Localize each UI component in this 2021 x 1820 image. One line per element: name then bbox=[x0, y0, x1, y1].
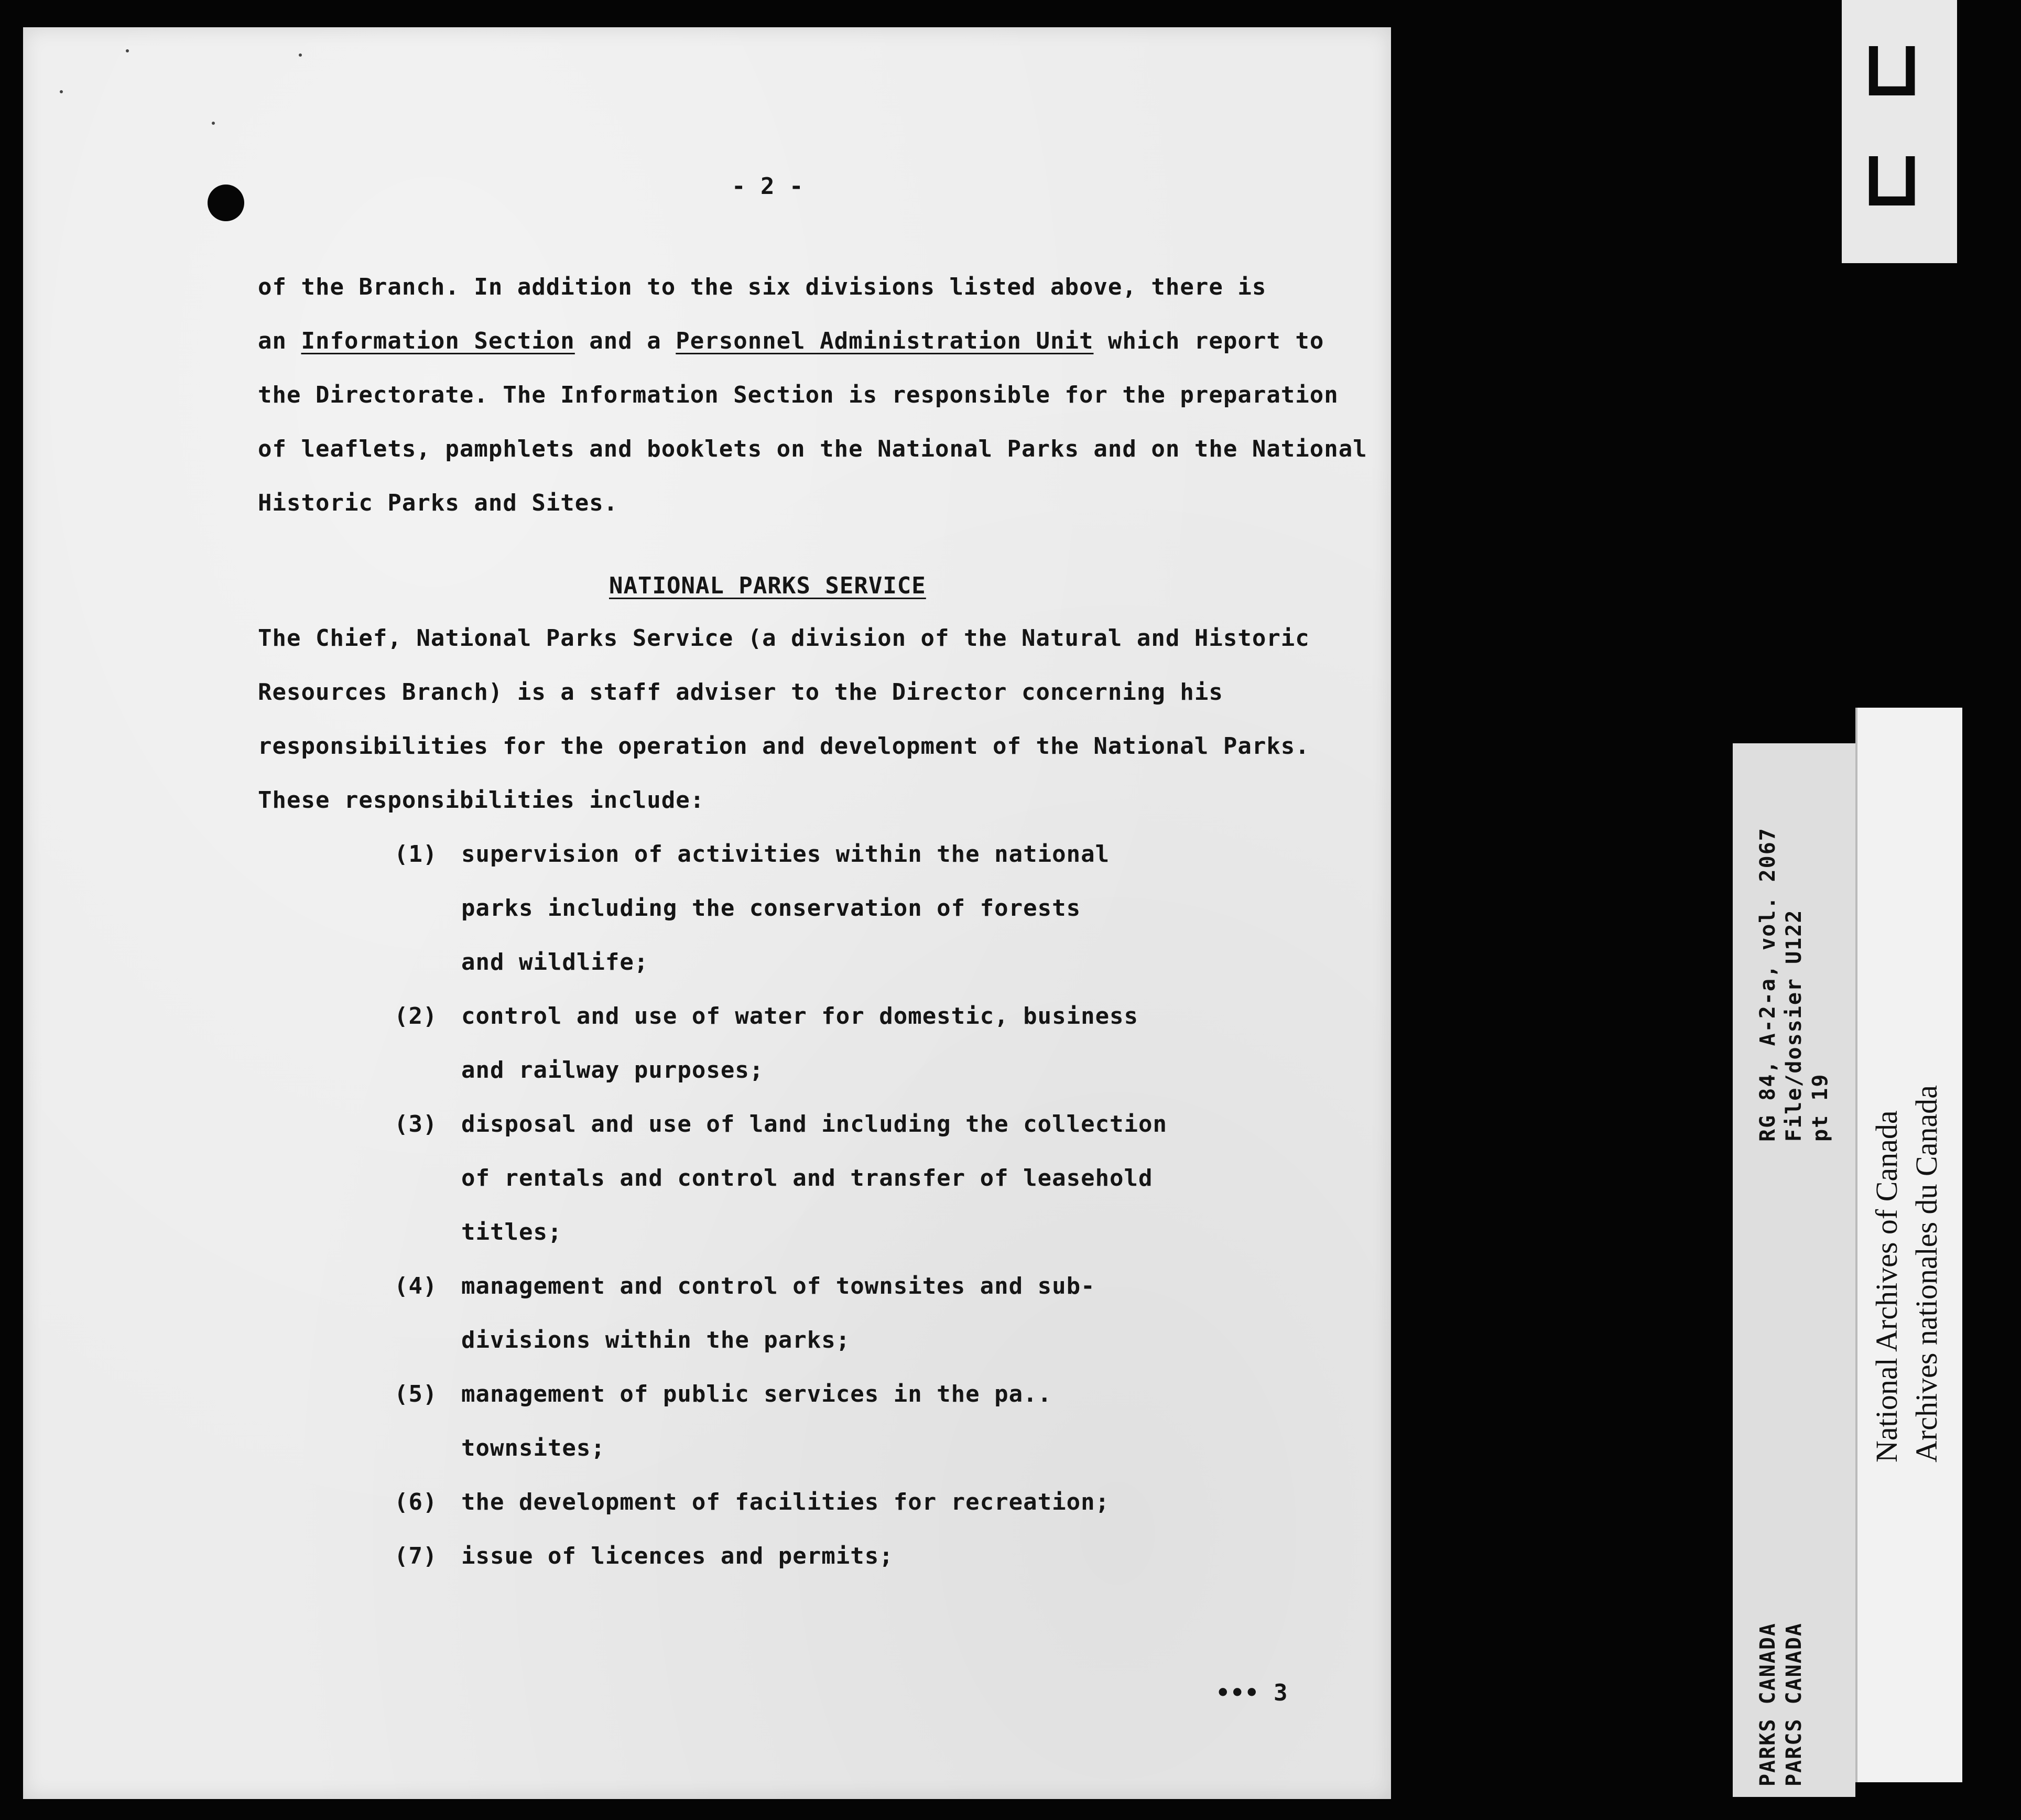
continued-marker: ••• 3 bbox=[1216, 1680, 1288, 1706]
film-frame-marker bbox=[1842, 0, 1957, 263]
frame-bracket-icon: ⊐ bbox=[1850, 148, 1941, 214]
frame-bracket-icon: ⊐ bbox=[1850, 38, 1941, 104]
list-item-line: and railway purposes; bbox=[461, 1057, 764, 1084]
list-item-line: titles; bbox=[461, 1219, 562, 1245]
item-number: (4) bbox=[394, 1273, 438, 1299]
reference-line-3: pt 19 bbox=[1808, 1073, 1832, 1142]
intro-line-4: of leaflets, pamphlets and booklets on the National Parks and on the National bbox=[258, 436, 1367, 462]
item-number: (1) bbox=[394, 841, 438, 868]
list-item-line: management and control of townsites and sub- bbox=[461, 1273, 1095, 1299]
item-number: (3) bbox=[394, 1111, 438, 1138]
list-item-line: disposal and use of land including the collection bbox=[461, 1111, 1168, 1138]
archive-name-fr: Archives nationales du Canada bbox=[1909, 1085, 1943, 1462]
list-item-line: and wildlife; bbox=[461, 949, 649, 976]
dust-speck bbox=[212, 122, 215, 125]
list-item-line: the development of facilities for recreation; bbox=[461, 1489, 1110, 1515]
list-item-line: control and use of water for domestic, business bbox=[461, 1003, 1139, 1030]
punch-hole bbox=[208, 185, 244, 221]
reference-line-2: File/dossier U122 bbox=[1782, 909, 1806, 1142]
item-number: (7) bbox=[394, 1543, 438, 1569]
intro-line-5: Historic Parks and Sites. bbox=[258, 490, 618, 516]
information-section-term: Information Section bbox=[301, 328, 575, 354]
archive-reference-label bbox=[1733, 743, 1855, 1797]
intro-line-1: of the Branch. In addition to the six divisions listed above, there is bbox=[258, 274, 1267, 300]
intro-line-3: the Directorate. The Information Section is responsible for the preparation bbox=[258, 382, 1339, 408]
dust-speck bbox=[299, 53, 302, 57]
item-number: (6) bbox=[394, 1489, 438, 1515]
list-item-line: of rentals and control and transfer of leasehold bbox=[461, 1165, 1153, 1191]
intro-line-2: an Information Section and a Personnel Administration Unit which report to bbox=[258, 328, 1324, 354]
list-item-line: issue of licences and permits; bbox=[461, 1543, 894, 1569]
dust-speck bbox=[60, 90, 63, 93]
section-line-2: Resources Branch) is a staff adviser to the Director concerning his bbox=[258, 679, 1223, 706]
item-number: (5) bbox=[394, 1381, 438, 1407]
list-item-line: supervision of activities within the national bbox=[461, 841, 1110, 868]
agency-line-1: PARKS CANADA bbox=[1756, 1622, 1780, 1786]
agency-line-2: PARCS CANADA bbox=[1782, 1622, 1806, 1786]
item-number: (2) bbox=[394, 1003, 438, 1030]
list-item-line: parks including the conservation of forests bbox=[461, 895, 1081, 922]
reference-line-1: RG 84, A-2-a, vol. 2067 bbox=[1756, 827, 1780, 1142]
page-number: - 2 - bbox=[732, 173, 804, 200]
section-line-3: responsibilities for the operation and development of the National Parks. bbox=[258, 733, 1310, 760]
list-item-line: management of public services in the pa.. bbox=[461, 1381, 1052, 1407]
list-item-line: divisions within the parks; bbox=[461, 1327, 851, 1353]
typed-page bbox=[23, 27, 1391, 1799]
dust-speck bbox=[126, 49, 129, 52]
section-line-4: These responsibilities include: bbox=[258, 787, 705, 814]
national-archives-label bbox=[1855, 708, 1962, 1782]
section-heading: NATIONAL PARKS SERVICE bbox=[609, 572, 926, 599]
section-line-1: The Chief, National Parks Service (a division of the Natural and Historic bbox=[258, 625, 1310, 652]
archive-name-en: National Archives of Canada bbox=[1870, 1110, 1904, 1462]
list-item-line: townsites; bbox=[461, 1435, 605, 1461]
personnel-unit-term: Personnel Administration Unit bbox=[676, 328, 1094, 354]
